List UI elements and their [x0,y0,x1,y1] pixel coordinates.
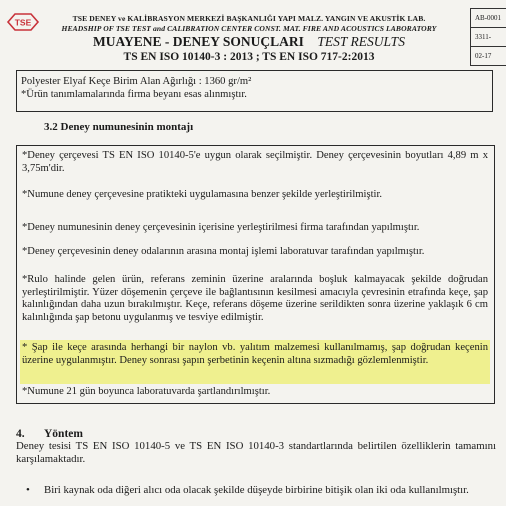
ref-cell: 3311- [471,28,506,47]
paragraph-conditioning: *Numune 21 gün boyunca laboratuvarda şartlandırılmıştır. [22,386,271,397]
bullet-icon: • [26,484,30,496]
paragraph-installation: *Deney numunesinin deney çerçevesinin içerisine yerleştirilmesi firma tarafından yapılmıştır. [22,222,420,233]
paragraph-frame: *Deney çerçevesi TS EN ISO 10140-5'e uygun olarak seçilmiştir. Deney çerçevesinin boyutları 4,89 m x 3,75m'dir. [22,150,488,174]
paragraph-roll-product: *Rulo halinde gelen ürün, referans zeminin üzerine aralarında boşluk kalmayacak şekilde doğrudan yerleştirilmiştir. Yüzer döşemenin çerçeve ile bağlantısının kesilmesi amacıyla çevresinin etrafında keçe, şap kalınlığından daha uzun bırakılmıştır. Keçe, referans döşeme üzerine serildikten sonra üzerine yaklaşık 6 cm kalınlığında şap betonu uygulanmış ve tesviye edilmiştir. [22,274,488,323]
tse-logo [6,12,40,32]
section-4-title: Yöntem [44,428,83,440]
institution-header [44,14,454,33]
paragraph-screed-highlighted: * Şap ile keçe arasında herhangi bir naylon vb. yalıtım malzemesi kullanılmamış, şap doğrudan keçenin üzerine uygulanmıştır. Deney sonrası şapın şerbetinin keçenin altına sızmadığı gözlemlenmiştir. [22,342,488,366]
ref-cell: 02-17 [475,52,492,60]
section-4-number: 4. [16,428,25,440]
section-3-2-title: 3.2 Deney numunesinin montajı [44,121,194,133]
title-tr: MUAYENE - DENEY SONUÇLARI [93,34,304,49]
ref-cell: AB-0001 [471,9,506,28]
title-en: TEST RESULTS [317,34,405,49]
product-note: *Ürün tanımlamalarında firma beyanı esas alınmıştır. [21,88,247,100]
product-weight: Polyester Elyaf Keçe Birim Alan Ağırlığı : 1360 gr/m² [21,76,252,87]
paragraph-placement: *Numune deney çerçevesine pratikteki uygulamasına benzer şekilde yerleştirilmiştir. [22,189,383,200]
standards-line: TS EN ISO 10140-3 : 2013 ; TS EN ISO 717-2:2013 [123,51,375,63]
institution-name-en: HEADSHIP OF TSE TEST and CALIBRATION CENTER CONST. MAT. FIRE AND ACOUSTICS LABORATORY [61,23,437,33]
logo-text: TSE [14,17,32,28]
institution-name-tr: TSE DENEY ve KALİBRASYON MERKEZİ BAŞKANLIĞI YAPI MALZ. YANGIN VE AKUSTİK LAB. [72,14,426,23]
reference-box [470,8,506,66]
mounting-box [16,145,495,404]
list-item: Biri kaynak oda diğeri alıcı oda olacak şekilde düşeyde birbirine bitişik olan iki oda kullanılmıştır. [44,484,469,496]
product-info-box [16,70,493,112]
page-title [44,34,454,50]
section-4-text: Deney tesisi TS EN ISO 10140-5 ve TS EN ISO 10140-3 standartlarında belirtilen özelliklerin tamamını karşılamaktadır. [16,440,496,465]
paragraph-lab-mounting: *Deney çerçevesinin deney odalarının arasına montaj işlemi laboratuvar tarafından yapılmıştır. [22,246,425,257]
